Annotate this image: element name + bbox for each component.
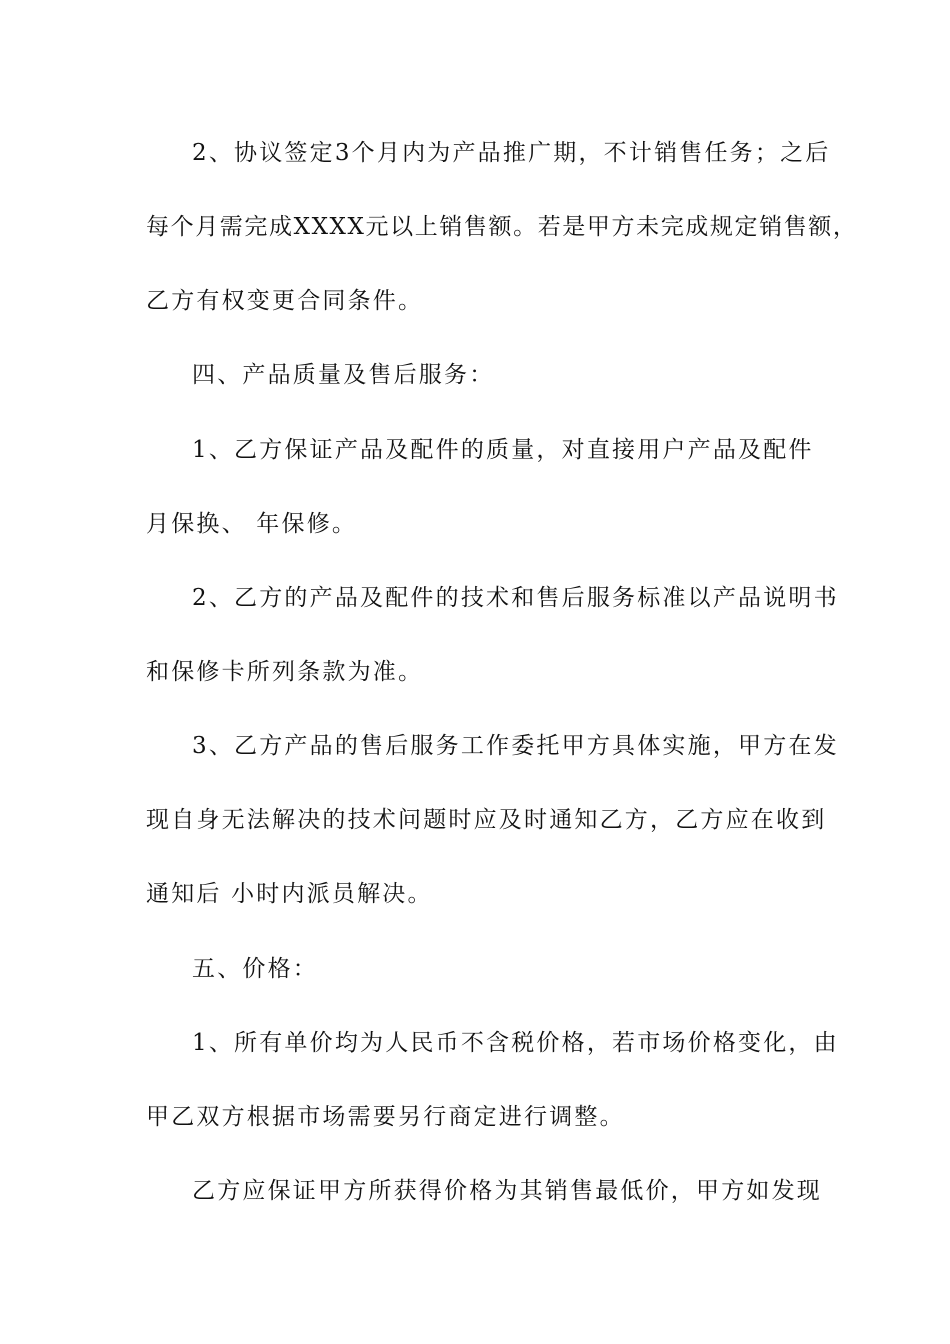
paragraph-line: 通知后 小时内派员解决。 bbox=[146, 881, 433, 907]
paragraph-line: 甲乙双方根据市场需要另行商定进行调整。 bbox=[146, 1104, 625, 1130]
section-heading: 四、产品质量及售后服务： bbox=[192, 362, 495, 388]
paragraph-line: 2、协议签定3个月内为产品推广期，不计销售任务；之后 bbox=[192, 140, 831, 166]
paragraph-line: 月保换、 年保修。 bbox=[146, 511, 358, 537]
paragraph-line: 和保修卡所列条款为准。 bbox=[146, 659, 424, 685]
section-heading: 五、价格： bbox=[192, 956, 318, 982]
paragraph-line: 1、乙方保证产品及配件的质量，对直接用户产品及配件 bbox=[192, 437, 814, 463]
paragraph-line: 每个月需完成XXXX元以上销售额。若是甲方未完成规定销售额， bbox=[146, 214, 858, 240]
paragraph-line: 1、所有单价均为人民币不含税价格，若市场价格变化，由 bbox=[192, 1030, 839, 1056]
paragraph-line: 现自身无法解决的技术问题时应及时通知乙方，乙方应在收到 bbox=[146, 807, 827, 833]
paragraph-line: 乙方应保证甲方所获得价格为其销售最低价，甲方如发现 bbox=[192, 1178, 822, 1204]
paragraph-line: 3、乙方产品的售后服务工作委托甲方具体实施，甲方在发 bbox=[192, 733, 839, 759]
paragraph-line: 2、乙方的产品及配件的技术和售后服务标准以产品说明书 bbox=[192, 585, 839, 611]
paragraph-line: 乙方有权变更合同条件。 bbox=[146, 288, 424, 314]
